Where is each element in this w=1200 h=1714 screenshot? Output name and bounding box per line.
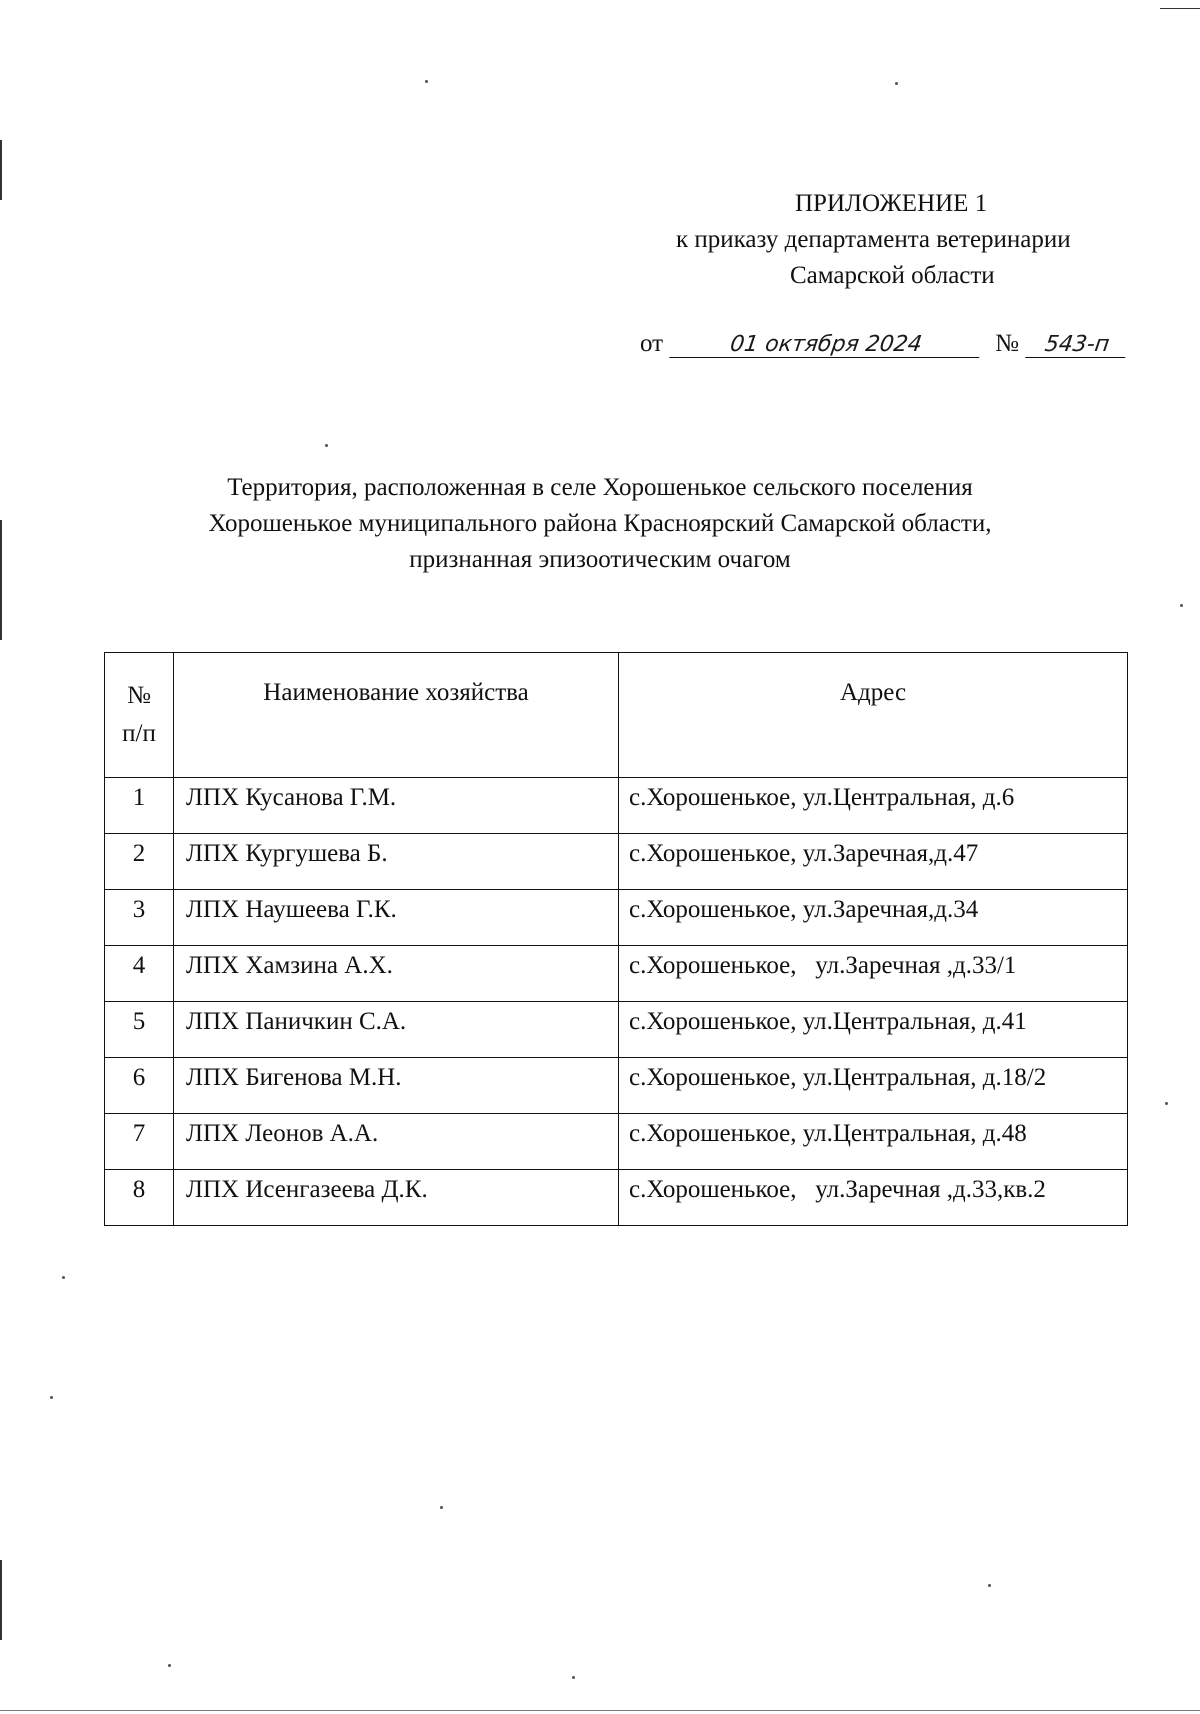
scan-speck	[168, 1664, 171, 1667]
number-label: №	[995, 330, 1019, 357]
row-number: 7	[105, 1114, 174, 1170]
title-line-1: Территория, расположенная в селе Хорошенькое сельского поселения	[227, 474, 973, 501]
column-number-sign: №	[127, 682, 151, 709]
scan-edge-mark	[1160, 8, 1200, 9]
farm-name: ЛПХ Наушеева Г.К.	[174, 890, 619, 946]
scan-edge-mark	[0, 140, 2, 200]
order-date-number	[640, 330, 1140, 358]
column-header-address: Адрес	[619, 653, 1128, 778]
farm-address: с.Хорошенькое, ул.Заречная ,д.33,кв.2	[619, 1170, 1128, 1226]
column-number-abbrev: п/п	[122, 720, 156, 747]
table-row	[105, 1170, 1128, 1226]
handwritten-date: 01 октября 2024	[669, 332, 983, 358]
table-row	[105, 1002, 1128, 1058]
scan-edge-mark	[0, 520, 2, 640]
row-number: 5	[105, 1002, 174, 1058]
farm-address: с.Хорошенькое, ул.Центральная, д.48	[619, 1114, 1128, 1170]
farm-address: с.Хорошенькое, ул.Заречная ,д.33/1	[619, 946, 1128, 1002]
scan-speck	[895, 82, 898, 85]
document-title	[100, 470, 1100, 578]
title-line-3: признанная эпизоотическим очагом	[409, 546, 791, 573]
table-row	[105, 834, 1128, 890]
scan-speck	[440, 1506, 443, 1509]
table-row	[105, 890, 1128, 946]
farm-name: ЛПХ Леонов А.А.	[174, 1114, 619, 1170]
row-number: 1	[105, 778, 174, 834]
scan-edge-mark	[0, 1710, 1200, 1711]
appendix-header	[640, 186, 1200, 294]
farm-name: ЛПХ Бигенова М.Н.	[174, 1058, 619, 1114]
column-header-farm-name: Наименование хозяйства	[174, 653, 619, 778]
farm-address: с.Хорошенькое, ул.Заречная,д.47	[619, 834, 1128, 890]
from-label: от	[640, 330, 664, 357]
table-header-row	[105, 653, 1128, 778]
farm-name: ЛПХ Кургушева Б.	[174, 834, 619, 890]
scan-speck	[325, 444, 328, 447]
farm-name: ЛПХ Кусанова Г.М.	[174, 778, 619, 834]
title-line-2: Хорошенькое муниципального района Красноярский Самарской области,	[208, 510, 992, 537]
farm-name: ЛПХ Паничкин С.А.	[174, 1002, 619, 1058]
farms-table	[104, 652, 1128, 1226]
scan-edge-mark	[0, 1560, 2, 1640]
appendix-order-ref: к приказу департамента ветеринарии	[676, 226, 1071, 253]
scan-speck	[1180, 604, 1183, 607]
row-number: 8	[105, 1170, 174, 1226]
table-row	[105, 946, 1128, 1002]
appendix-region: Самарской области	[790, 262, 995, 289]
appendix-title: ПРИЛОЖЕНИЕ 1	[795, 190, 988, 217]
scan-speck	[1165, 1102, 1168, 1105]
scan-speck	[425, 80, 428, 83]
table-row	[105, 1058, 1128, 1114]
table-row	[105, 1114, 1128, 1170]
scan-speck	[988, 1584, 991, 1587]
scan-speck	[62, 1276, 65, 1279]
farm-name: ЛПХ Хамзина А.Х.	[174, 946, 619, 1002]
farm-address: с.Хорошенькое, ул.Центральная, д.6	[619, 778, 1128, 834]
handwritten-number: 543-п	[1025, 332, 1129, 358]
row-number: 3	[105, 890, 174, 946]
column-header-number	[105, 653, 174, 778]
row-number: 4	[105, 946, 174, 1002]
farm-address: с.Хорошенькое, ул.Центральная, д.41	[619, 1002, 1128, 1058]
row-number: 2	[105, 834, 174, 890]
farm-address: с.Хорошенькое, ул.Центральная, д.18/2	[619, 1058, 1128, 1114]
farm-name: ЛПХ Исенгазеева Д.К.	[174, 1170, 619, 1226]
farm-address: с.Хорошенькое, ул.Заречная,д.34	[619, 890, 1128, 946]
scan-speck	[50, 1396, 53, 1399]
table-row	[105, 778, 1128, 834]
row-number: 6	[105, 1058, 174, 1114]
scan-speck	[572, 1676, 575, 1679]
